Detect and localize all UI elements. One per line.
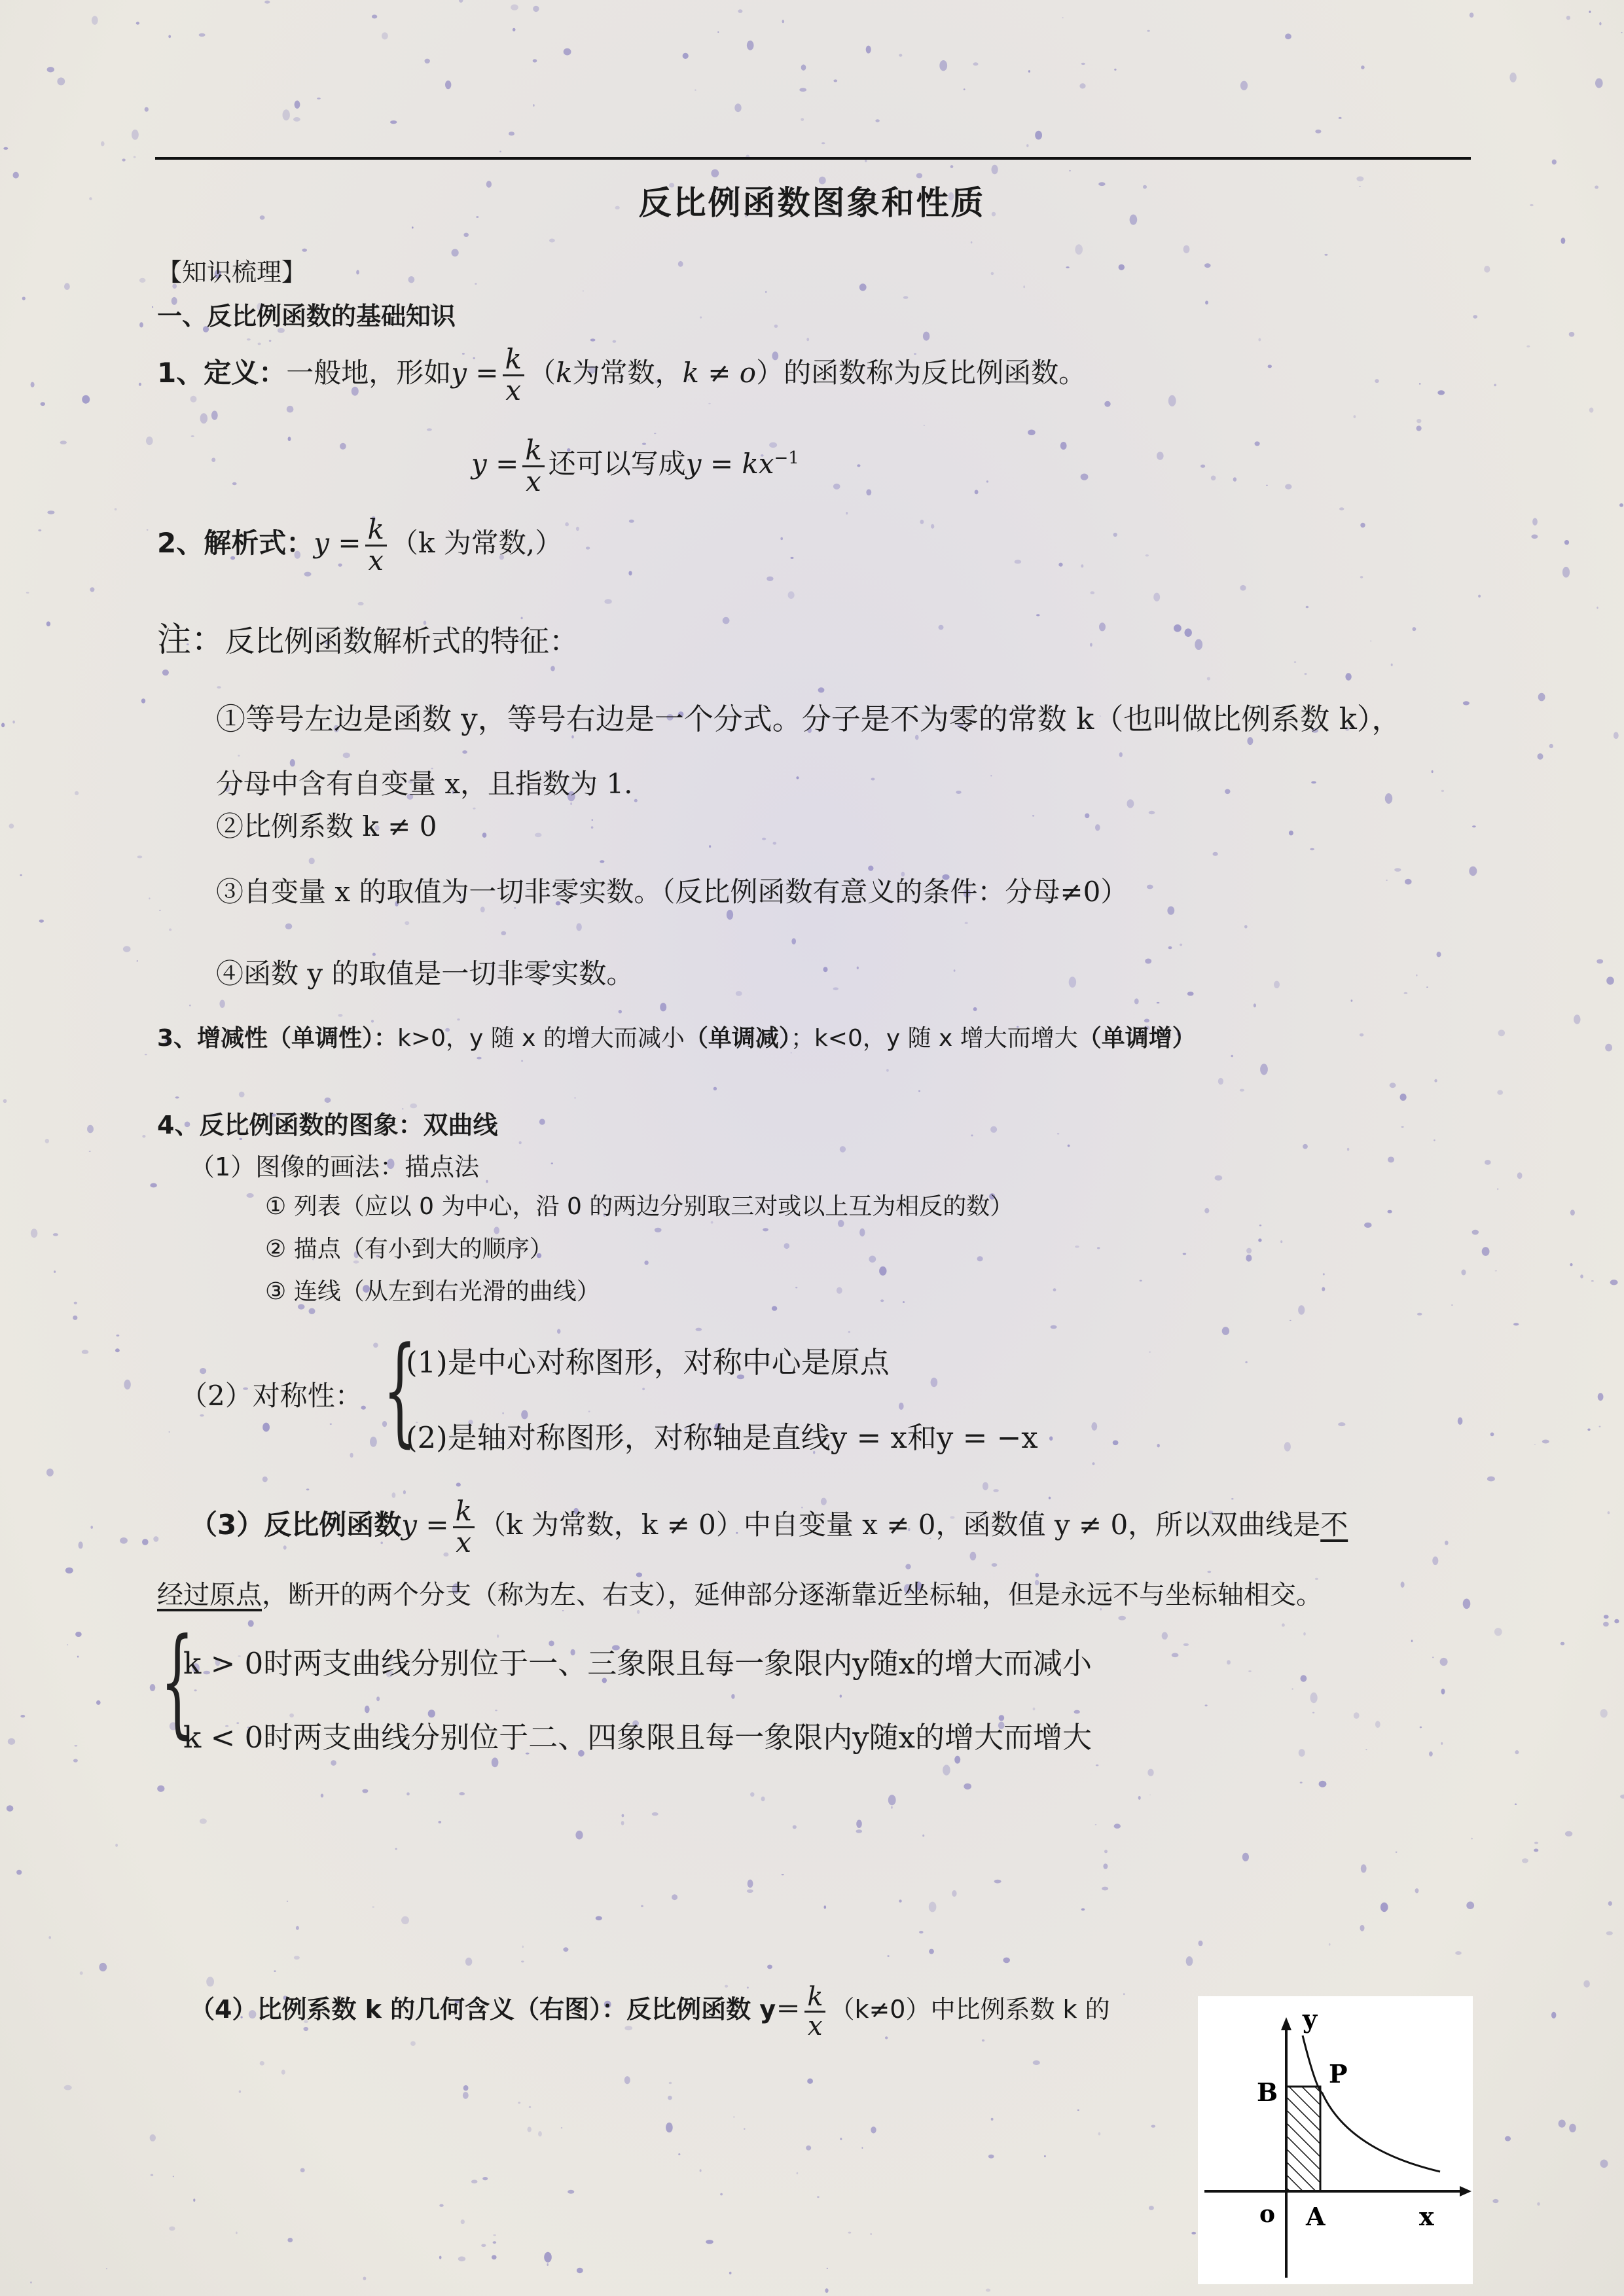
label-y: y xyxy=(1303,2004,1318,2034)
heading-basics: 一、反比例函数的基础知识 xyxy=(157,302,456,331)
property-3-text-tail: ，断开的两个分支（称为左、右支），延伸部分逐渐靠近坐标轴，但是永远不与坐标轴相交。 xyxy=(262,1580,1322,1610)
hyperbola-branch xyxy=(1303,2036,1440,2172)
note-label: 注： xyxy=(157,620,226,660)
cases-brace: { xyxy=(160,1613,194,1750)
alt-expression: y = kx xyxy=(685,448,774,480)
symmetry-item: (2)是轴对称图形，对称轴是直线y = x和y = −x xyxy=(406,1420,1038,1455)
alt-exponent: −1 xyxy=(774,448,799,468)
formula-y: y = xyxy=(314,527,361,559)
property-3-text: （k 为常数，k ≠ 0）中自变量 x ≠ 0，函数值 y ≠ 0，所以双曲线是 xyxy=(478,1509,1321,1541)
y-axis-arrow-icon xyxy=(1281,2017,1291,2030)
definition-line xyxy=(157,334,1086,412)
definition-k: k xyxy=(556,357,573,389)
symmetry-brace: { xyxy=(383,1322,417,1459)
monotonicity-positive: k>0，y 随 x 的增大而减小 xyxy=(397,1025,685,1052)
property-3-underlined: 不 xyxy=(1320,1509,1348,1541)
fraction-numerator: k xyxy=(365,515,387,546)
case-negative-k: k < 0时两支曲线分别位于二、四象限且每一象限内y随x的增大而增大 xyxy=(183,1720,1092,1755)
drawing-method: （1）图像的画法：描点法 xyxy=(190,1153,480,1181)
note-intro: 反比例函数解析式的特征： xyxy=(225,624,579,658)
fraction-numerator: k xyxy=(522,436,544,467)
property-4-text: （4）比例系数 k 的几何含义（右图）：反比例函数 y＝ xyxy=(190,1995,801,2024)
symmetry-item: (1)是中心对称图形，对称中心是原点 xyxy=(406,1345,890,1380)
case-positive-k: k > 0时两支曲线分别位于一、三象限且每一象限内y随x的增大而减小 xyxy=(183,1646,1092,1681)
label-origin: o xyxy=(1259,2200,1276,2228)
alt-text: 还可以写成 xyxy=(548,448,686,480)
note-item-2: ②比例系数 k ≠ 0 xyxy=(216,810,437,842)
definition-k-condition: k ≠ o xyxy=(682,357,757,389)
fraction-numerator: k xyxy=(804,1983,825,2013)
definition-post: ）的函数称为反比例函数。 xyxy=(756,357,1087,389)
alt-y: y = xyxy=(471,448,519,480)
definition-constant-text: 为常数， xyxy=(572,357,683,389)
label-a: A xyxy=(1306,2202,1326,2231)
graph-heading: 4、反比例函数的图象：双曲线 xyxy=(157,1111,498,1139)
fraction-denominator: x xyxy=(456,1526,472,1558)
formula-fraction xyxy=(365,515,387,575)
alternate-form-line xyxy=(471,419,799,503)
monotonicity-line xyxy=(157,1020,1196,1053)
property-3-line xyxy=(190,1486,1348,1564)
drawing-step: ② 描点（有小到大的顺序） xyxy=(265,1236,553,1263)
note-item-1a: ①等号左边是函数 y，等号右边是一个分式。分子是不为零的常数 k（也叫做比例系数 k）， xyxy=(216,702,1401,736)
symmetry-label: （2）对称性： xyxy=(180,1380,363,1412)
definition-y: y = xyxy=(451,357,499,389)
label-p: P xyxy=(1329,2059,1348,2089)
property-4-tail: （k≠0）中比例系数 k 的 xyxy=(829,1995,1110,2024)
fraction-denominator: x xyxy=(808,2011,823,2041)
property-3-label: （3）反比例函数 xyxy=(190,1509,402,1541)
geometric-meaning-figure xyxy=(1198,1996,1473,2284)
note-line xyxy=(157,612,579,661)
note-item-3: ③自变量 x 的取值为一切非零实数。（反比例函数有意义的条件：分母≠0） xyxy=(216,876,1128,908)
property-4-line xyxy=(190,1970,1110,2049)
monotonicity-negative: ；k<0，y 随 x 增大而增大 xyxy=(790,1025,1078,1052)
section-tag: 【知识梳理】 xyxy=(157,258,307,287)
note-item-4: ④函数 y 的取值是一切非零实数。 xyxy=(216,958,634,990)
formula-line xyxy=(157,504,562,583)
definition-label: 1、定义： xyxy=(157,357,287,389)
monotonicity-label: 3、增减性（单调性）： xyxy=(157,1025,398,1052)
property-3-underlined-tail: 经过原点 xyxy=(157,1580,262,1610)
page-title: 反比例函数图象和性质 xyxy=(638,184,986,222)
monotonicity-increasing: （单调增） xyxy=(1077,1025,1196,1052)
definition-paren: （ xyxy=(528,357,556,389)
alt-fraction xyxy=(522,436,544,495)
drawing-step: ③ 连线（从左到右光滑的曲线） xyxy=(265,1278,600,1305)
monotonicity-decreasing: （单调减） xyxy=(684,1025,791,1052)
definition-fraction xyxy=(503,345,524,404)
fraction-denominator: x xyxy=(526,465,541,497)
label-b: B xyxy=(1257,2077,1278,2107)
x-axis-arrow-icon xyxy=(1460,2186,1471,2197)
label-x: x xyxy=(1419,2202,1434,2231)
note-item-1b: 分母中含有自变量 x，且指数为 1. xyxy=(216,768,633,800)
property-4-fraction xyxy=(804,1983,825,2040)
property-3-fraction xyxy=(453,1497,475,1556)
formula-label: 2、解析式： xyxy=(157,527,314,559)
fraction-denominator: x xyxy=(368,544,384,577)
definition-pre: 一般地，形如 xyxy=(286,357,452,389)
property-3-y: y = xyxy=(401,1509,449,1541)
fraction-numerator: k xyxy=(453,1497,475,1528)
property-3-continuation xyxy=(157,1574,1322,1611)
hatched-rectangle xyxy=(1286,2087,1320,2191)
fraction-denominator: x xyxy=(505,374,522,406)
drawing-step: ① 列表（应以 0 为中心，沿 0 的两边分别取三对或以上互为相反的数） xyxy=(265,1193,1014,1220)
header-rule xyxy=(155,157,1471,160)
fraction-numerator: k xyxy=(503,345,524,376)
formula-post: （k 为常数,） xyxy=(390,527,563,559)
